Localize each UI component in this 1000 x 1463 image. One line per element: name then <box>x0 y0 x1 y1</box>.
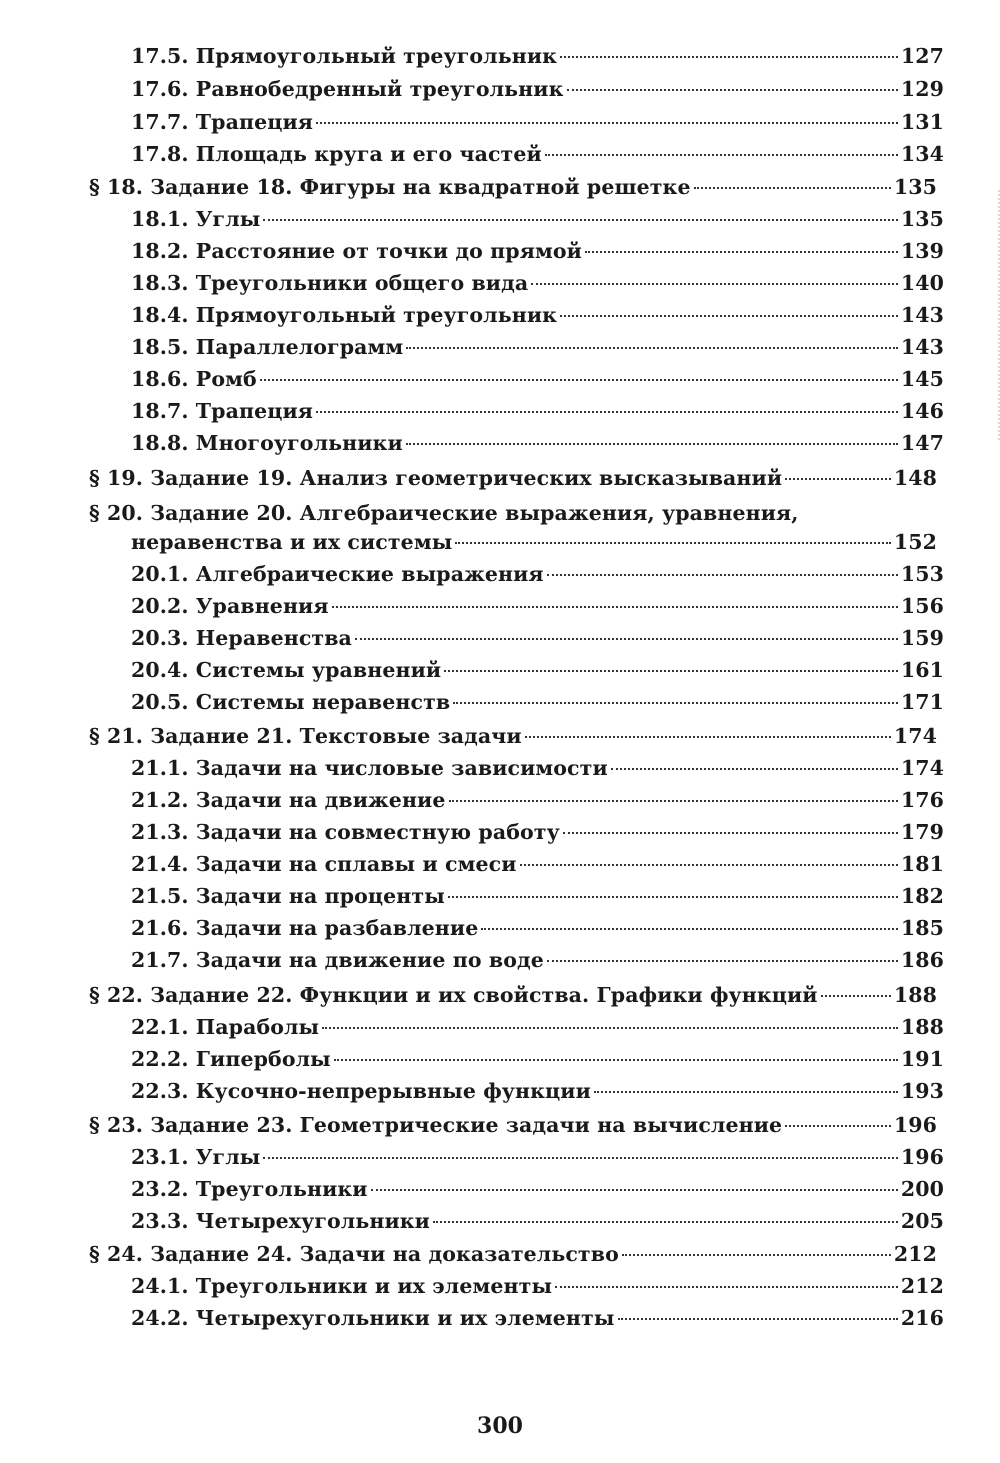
dot-leader <box>520 864 898 866</box>
toc-entry-title: 24.2. Четырехугольники и их элементы <box>131 1306 615 1330</box>
toc-entry-title: 17.5. Прямоугольный треугольник <box>131 44 558 68</box>
toc-entry-page: 159 <box>900 626 944 650</box>
toc-entry-title: 21.1. Задачи на числовые зависимости <box>131 756 608 780</box>
toc-entry-page: 147 <box>900 431 944 455</box>
dot-leader <box>263 1157 898 1159</box>
toc-entry-title: 23.2. Треугольники <box>131 1177 368 1201</box>
dot-leader <box>448 896 898 898</box>
toc-entry-title: 18.1. Углы <box>131 207 261 231</box>
toc-entry-page: 139 <box>900 239 944 263</box>
toc-entry-page: 179 <box>900 820 944 844</box>
toc-entry-21-4 <box>131 850 944 878</box>
toc-section-title: § 18. Задание 18. Фигуры на квадратной решетке <box>89 175 691 199</box>
toc-entry-title: 22.3. Кусочно-непрерывные функции <box>131 1079 591 1103</box>
toc-entry-page: 191 <box>900 1047 944 1071</box>
toc-entry-title: 18.3. Треугольники общего вида <box>131 271 529 295</box>
toc-section-23 <box>89 1111 937 1139</box>
dot-leader <box>594 1091 898 1093</box>
toc-entry-23-3 <box>131 1207 944 1235</box>
toc-entry-18-7 <box>131 397 944 425</box>
toc-entry-page: 131 <box>900 110 944 134</box>
toc-entry-page: 171 <box>900 690 944 714</box>
toc-entry-page: 196 <box>900 1145 944 1169</box>
toc-entry-24-1 <box>131 1272 944 1300</box>
scan-edge-artifact <box>992 190 1000 440</box>
dot-leader <box>455 542 891 544</box>
toc-section-page: 152 <box>893 530 937 554</box>
toc-entry-page: 200 <box>900 1177 944 1201</box>
toc-entry-title: 22.1. Параболы <box>131 1015 320 1039</box>
toc-section-title: § 20. Задание 20. Алгебраические выражения, уравнения, <box>89 501 799 525</box>
toc-entry-page: 156 <box>900 594 944 618</box>
toc-entry-title: 21.5. Задачи на проценты <box>131 884 445 908</box>
toc-entry-22-3 <box>131 1077 944 1105</box>
toc-entry-page: 140 <box>900 271 944 295</box>
toc-entry-page: 188 <box>900 1015 944 1039</box>
toc-entry-page: 186 <box>900 948 944 972</box>
toc-entry-title: 21.2. Задачи на движение <box>131 788 446 812</box>
dot-leader <box>618 1318 898 1320</box>
toc-section-21 <box>89 722 937 750</box>
toc-entry-title: 20.2. Уравнения <box>131 594 329 618</box>
toc-section-19 <box>89 464 937 492</box>
toc-entry-page: 143 <box>900 335 944 359</box>
toc-entry-20-1 <box>131 560 944 588</box>
toc-section-page: 174 <box>893 724 937 748</box>
toc-entry-title: 20.1. Алгебраические выражения <box>131 562 544 586</box>
toc-entry-page: 182 <box>900 884 944 908</box>
dot-leader <box>334 1059 898 1061</box>
toc-entry-17-5 <box>131 42 944 70</box>
toc-section-title: § 22. Задание 22. Функции и их свойства. Графики функций <box>89 983 818 1007</box>
toc-entry-21-5 <box>131 882 944 910</box>
toc-entry-page: 193 <box>900 1079 944 1103</box>
dot-leader <box>560 56 898 58</box>
toc-entry-page: 185 <box>900 916 944 940</box>
toc-entry-title: 18.6. Ромб <box>131 367 257 391</box>
toc-section-title: неравенства и их системы <box>131 530 453 554</box>
dot-leader <box>406 347 898 349</box>
toc-entry-20-2 <box>131 592 944 620</box>
toc-entry-21-2 <box>131 786 944 814</box>
dot-leader <box>785 1125 891 1127</box>
toc-section-page: 196 <box>893 1113 937 1137</box>
toc-entry-18-5 <box>131 333 944 361</box>
toc-entry-20-3 <box>131 624 944 652</box>
dot-leader <box>316 122 898 124</box>
toc-section-title: § 24. Задание 24. Задачи на доказательство <box>89 1242 619 1266</box>
toc-section-title: § 23. Задание 23. Геометрические задачи на вычисление <box>89 1113 783 1137</box>
toc-entry-title: 18.4. Прямоугольный треугольник <box>131 303 558 327</box>
toc-entry-18-8 <box>131 429 944 457</box>
toc-entry-title: 23.1. Углы <box>131 1145 261 1169</box>
toc-entry-title: 20.5. Системы неравенств <box>131 690 451 714</box>
toc-entry-18-6 <box>131 365 944 393</box>
toc-entry-title: 24.1. Треугольники и их элементы <box>131 1274 553 1298</box>
dot-leader <box>545 154 898 156</box>
toc-entry-title: 18.8. Многоугольники <box>131 431 403 455</box>
toc-entry-17-8 <box>131 140 944 168</box>
toc-entry-page: 145 <box>900 367 944 391</box>
toc-entry-page: 212 <box>900 1274 944 1298</box>
toc-entry-page: 216 <box>900 1306 944 1330</box>
toc-entry-title: 17.6. Равнобедренный треугольник <box>131 77 564 101</box>
toc-entry-20-4 <box>131 656 944 684</box>
dot-leader <box>371 1189 898 1191</box>
toc-entry-page: 161 <box>900 658 944 682</box>
toc-entry-18-2 <box>131 237 944 265</box>
toc-entry-page: 174 <box>900 756 944 780</box>
toc-entry-title: 18.5. Параллелограмм <box>131 335 404 359</box>
toc-entry-21-7 <box>131 946 944 974</box>
dot-leader <box>547 574 898 576</box>
toc-entry-title: 18.2. Расстояние от точки до прямой <box>131 239 582 263</box>
toc-section-page: 135 <box>893 175 937 199</box>
dot-leader <box>444 670 898 672</box>
dot-leader <box>622 1254 891 1256</box>
dot-leader <box>694 187 891 189</box>
toc-entry-page: 146 <box>900 399 944 423</box>
toc-entry-17-7 <box>131 108 944 136</box>
dot-leader <box>449 800 898 802</box>
toc-entry-23-1 <box>131 1143 944 1171</box>
toc-entry-title: 21.4. Задачи на сплавы и смеси <box>131 852 517 876</box>
dot-leader <box>322 1027 898 1029</box>
toc-entry-page: 153 <box>900 562 944 586</box>
dot-leader <box>785 478 891 480</box>
toc-entry-title: 21.6. Задачи на разбавление <box>131 916 479 940</box>
toc-entry-18-1 <box>131 205 944 233</box>
toc-entry-24-2 <box>131 1304 944 1332</box>
toc-entry-title: 21.3. Задачи на совместную работу <box>131 820 560 844</box>
toc-entry-21-1 <box>131 754 944 782</box>
toc-section-page: 148 <box>893 466 937 490</box>
toc-entry-18-4 <box>131 301 944 329</box>
dot-leader <box>453 702 898 704</box>
dot-leader <box>531 283 898 285</box>
toc-entry-21-3 <box>131 818 944 846</box>
toc-entry-title: 20.3. Неравенства <box>131 626 352 650</box>
dot-leader <box>547 960 898 962</box>
toc-section-24 <box>89 1240 937 1268</box>
toc-entry-17-6 <box>131 75 944 103</box>
dot-leader <box>355 638 898 640</box>
toc-entry-page: 176 <box>900 788 944 812</box>
toc-entry-page: 127 <box>900 44 944 68</box>
dot-leader <box>332 606 898 608</box>
toc-entry-21-6 <box>131 914 944 942</box>
dot-leader <box>433 1221 898 1223</box>
toc-section-18 <box>89 173 937 201</box>
toc-entry-title: 17.7. Трапеция <box>131 110 314 134</box>
toc-entry-page: 143 <box>900 303 944 327</box>
toc-entry-page: 129 <box>900 77 944 101</box>
toc-entry-23-2 <box>131 1175 944 1203</box>
dot-leader <box>585 251 898 253</box>
toc-section-22 <box>89 981 937 1009</box>
toc-entry-page: 134 <box>900 142 944 166</box>
toc-entry-page: 181 <box>900 852 944 876</box>
dot-leader <box>316 411 898 413</box>
dot-leader <box>821 995 891 997</box>
dot-leader <box>560 315 898 317</box>
dot-leader <box>525 736 891 738</box>
toc-section-title: § 19. Задание 19. Анализ геометрических высказываний <box>89 466 783 490</box>
toc-section-page: 212 <box>893 1242 937 1266</box>
toc-entry-22-1 <box>131 1013 944 1041</box>
dot-leader <box>406 443 898 445</box>
dot-leader <box>263 219 898 221</box>
toc-entry-title: 22.2. Гиперболы <box>131 1047 331 1071</box>
toc-section-20-continued <box>131 528 937 556</box>
toc-section-page: 188 <box>893 983 937 1007</box>
toc-entry-title: 17.8. Площадь круга и его частей <box>131 142 542 166</box>
dot-leader <box>555 1286 898 1288</box>
toc-entry-18-3 <box>131 269 944 297</box>
toc-section-title: § 21. Задание 21. Текстовые задачи <box>89 724 522 748</box>
toc-entry-22-2 <box>131 1045 944 1073</box>
toc-entry-page: 205 <box>900 1209 944 1233</box>
toc-entry-title: 18.7. Трапеция <box>131 399 314 423</box>
dot-leader <box>567 89 898 91</box>
page-number: 300 <box>477 1413 523 1439</box>
dot-leader <box>260 379 898 381</box>
toc-entry-title: 20.4. Системы уравнений <box>131 658 442 682</box>
toc-entry-title: 21.7. Задачи на движение по воде <box>131 948 544 972</box>
toc-section-20 <box>89 499 937 527</box>
dot-leader <box>563 832 898 834</box>
toc-entry-20-5 <box>131 688 944 716</box>
dot-leader <box>481 928 898 930</box>
toc-entry-page: 135 <box>900 207 944 231</box>
toc-entry-title: 23.3. Четырехугольники <box>131 1209 430 1233</box>
dot-leader <box>611 768 898 770</box>
